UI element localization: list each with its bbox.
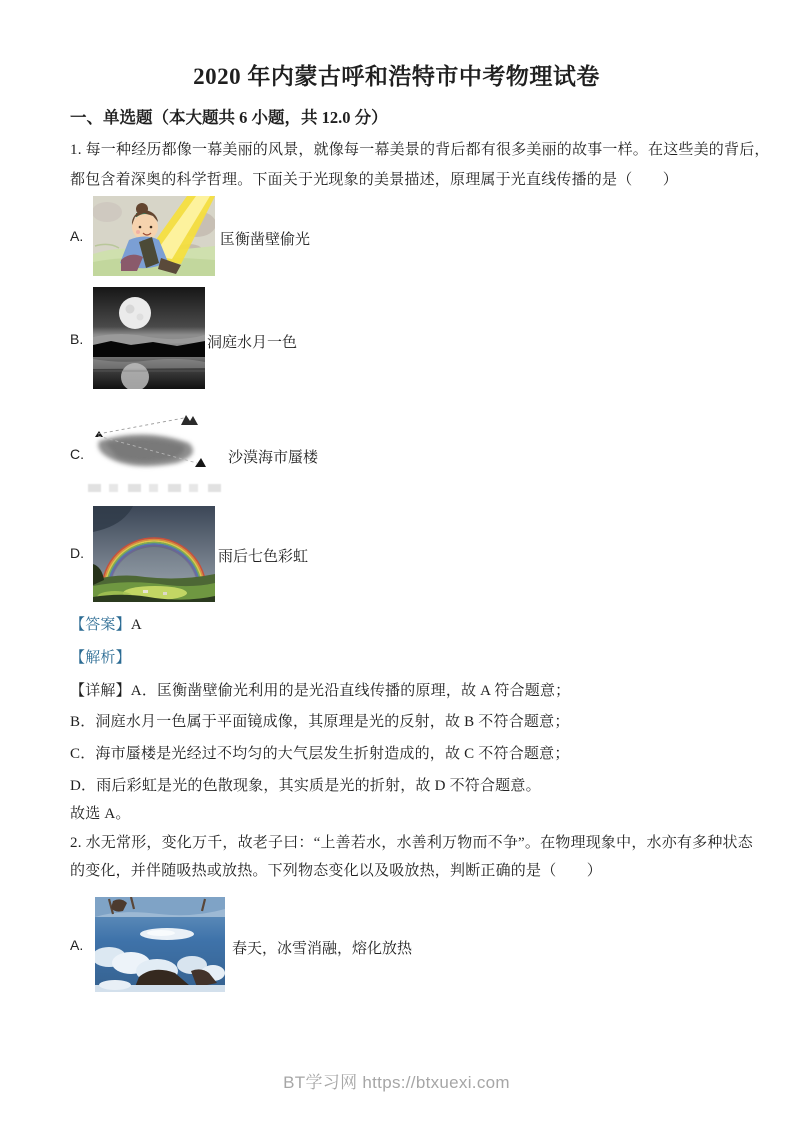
- desert-mirage-sketch: [85, 407, 225, 483]
- q1-detail-line-3: C．海市蜃楼是光经过不均匀的大气层发生折射造成的，故 C 不符合题意；: [70, 746, 570, 762]
- page-title: 2020 年内蒙古呼和浩特市中考物理试卷: [193, 64, 600, 89]
- answer-label: 【答案】: [70, 617, 131, 633]
- q1-option-c-image: [85, 407, 225, 483]
- q1-option-d-caption: 雨后七色彩虹: [218, 549, 309, 565]
- q1-option-b-label: B.: [70, 331, 84, 347]
- answer-value: A: [130, 617, 142, 633]
- q1-detail-line-1: 【详解】A．匡衡凿壁偷光利用的是光沿直线传播的原理，故 A 符合题意；: [70, 683, 571, 699]
- q1-option-c-caption: 沙漠海市蜃楼: [228, 450, 319, 466]
- moon-lake-reflection-photo: [93, 287, 205, 389]
- q2-option-a-image: [95, 897, 225, 992]
- melting-snow-river-photo: [95, 897, 225, 992]
- boy-reading-light-beam-illustration: [93, 196, 215, 276]
- q1-option-c-label: C.: [70, 446, 84, 462]
- q2-option-a-caption: 春天，冰雪消融，熔化放热: [232, 941, 413, 957]
- q2-option-a-label: A.: [70, 937, 84, 953]
- scan-artifact-line: [88, 484, 226, 492]
- q2-text-line2: 的变化，并伴随吸热或放热。下列物态变化以及吸放热，判断正确的是（ ）: [70, 863, 603, 879]
- q1-text-line2: 都包含着深奥的科学哲理。下面关于光现象的美景描述，原理属于光直线传播的是（ ）: [70, 172, 679, 188]
- footer-watermark-link[interactable]: BT学习网 https://btxuexi.com: [283, 1073, 510, 1092]
- q1-option-a-image: [93, 196, 215, 276]
- q1-option-d-label: D.: [70, 545, 84, 561]
- q1-answer-line: [70, 615, 142, 636]
- q1-option-a-caption: 匡衡凿壁偷光: [220, 232, 311, 248]
- q2-text-line1: 2. 水无常形，变化万千，故老子曰：“上善若水，水善利万物而不争”。在物理现象中，水亦有多种状态: [70, 835, 753, 851]
- q1-detail-line-2: B．洞庭水月一色属于平面镜成像，其原理是光的反射，故 B 不符合题意；: [70, 714, 570, 730]
- q1-detail-line-4: D．雨后彩虹是光的色散现象，其实质是光的折射，故 D 不符合题意。: [70, 778, 541, 794]
- q1-conclusion-line: 故选 A。: [70, 806, 131, 822]
- q1-option-d-image: [93, 506, 215, 602]
- section-heading: 一、单选题（本大题共 6 小题，共 12.0 分）: [70, 108, 388, 127]
- q1-text-line1: 1. 每一种经历都像一幕美丽的风景，就像每一幕美景的背后都有很多美丽的故事一样。在这些美的背后，: [70, 142, 770, 158]
- q1-option-a-label: A.: [70, 228, 84, 244]
- q1-option-b-caption: 洞庭水月一色: [207, 335, 298, 351]
- q1-analysis-label-line: [70, 648, 131, 669]
- rainbow-over-fields-photo: [93, 506, 215, 602]
- q1-option-b-image: [93, 287, 205, 389]
- analysis-label: 【解析】: [70, 650, 131, 666]
